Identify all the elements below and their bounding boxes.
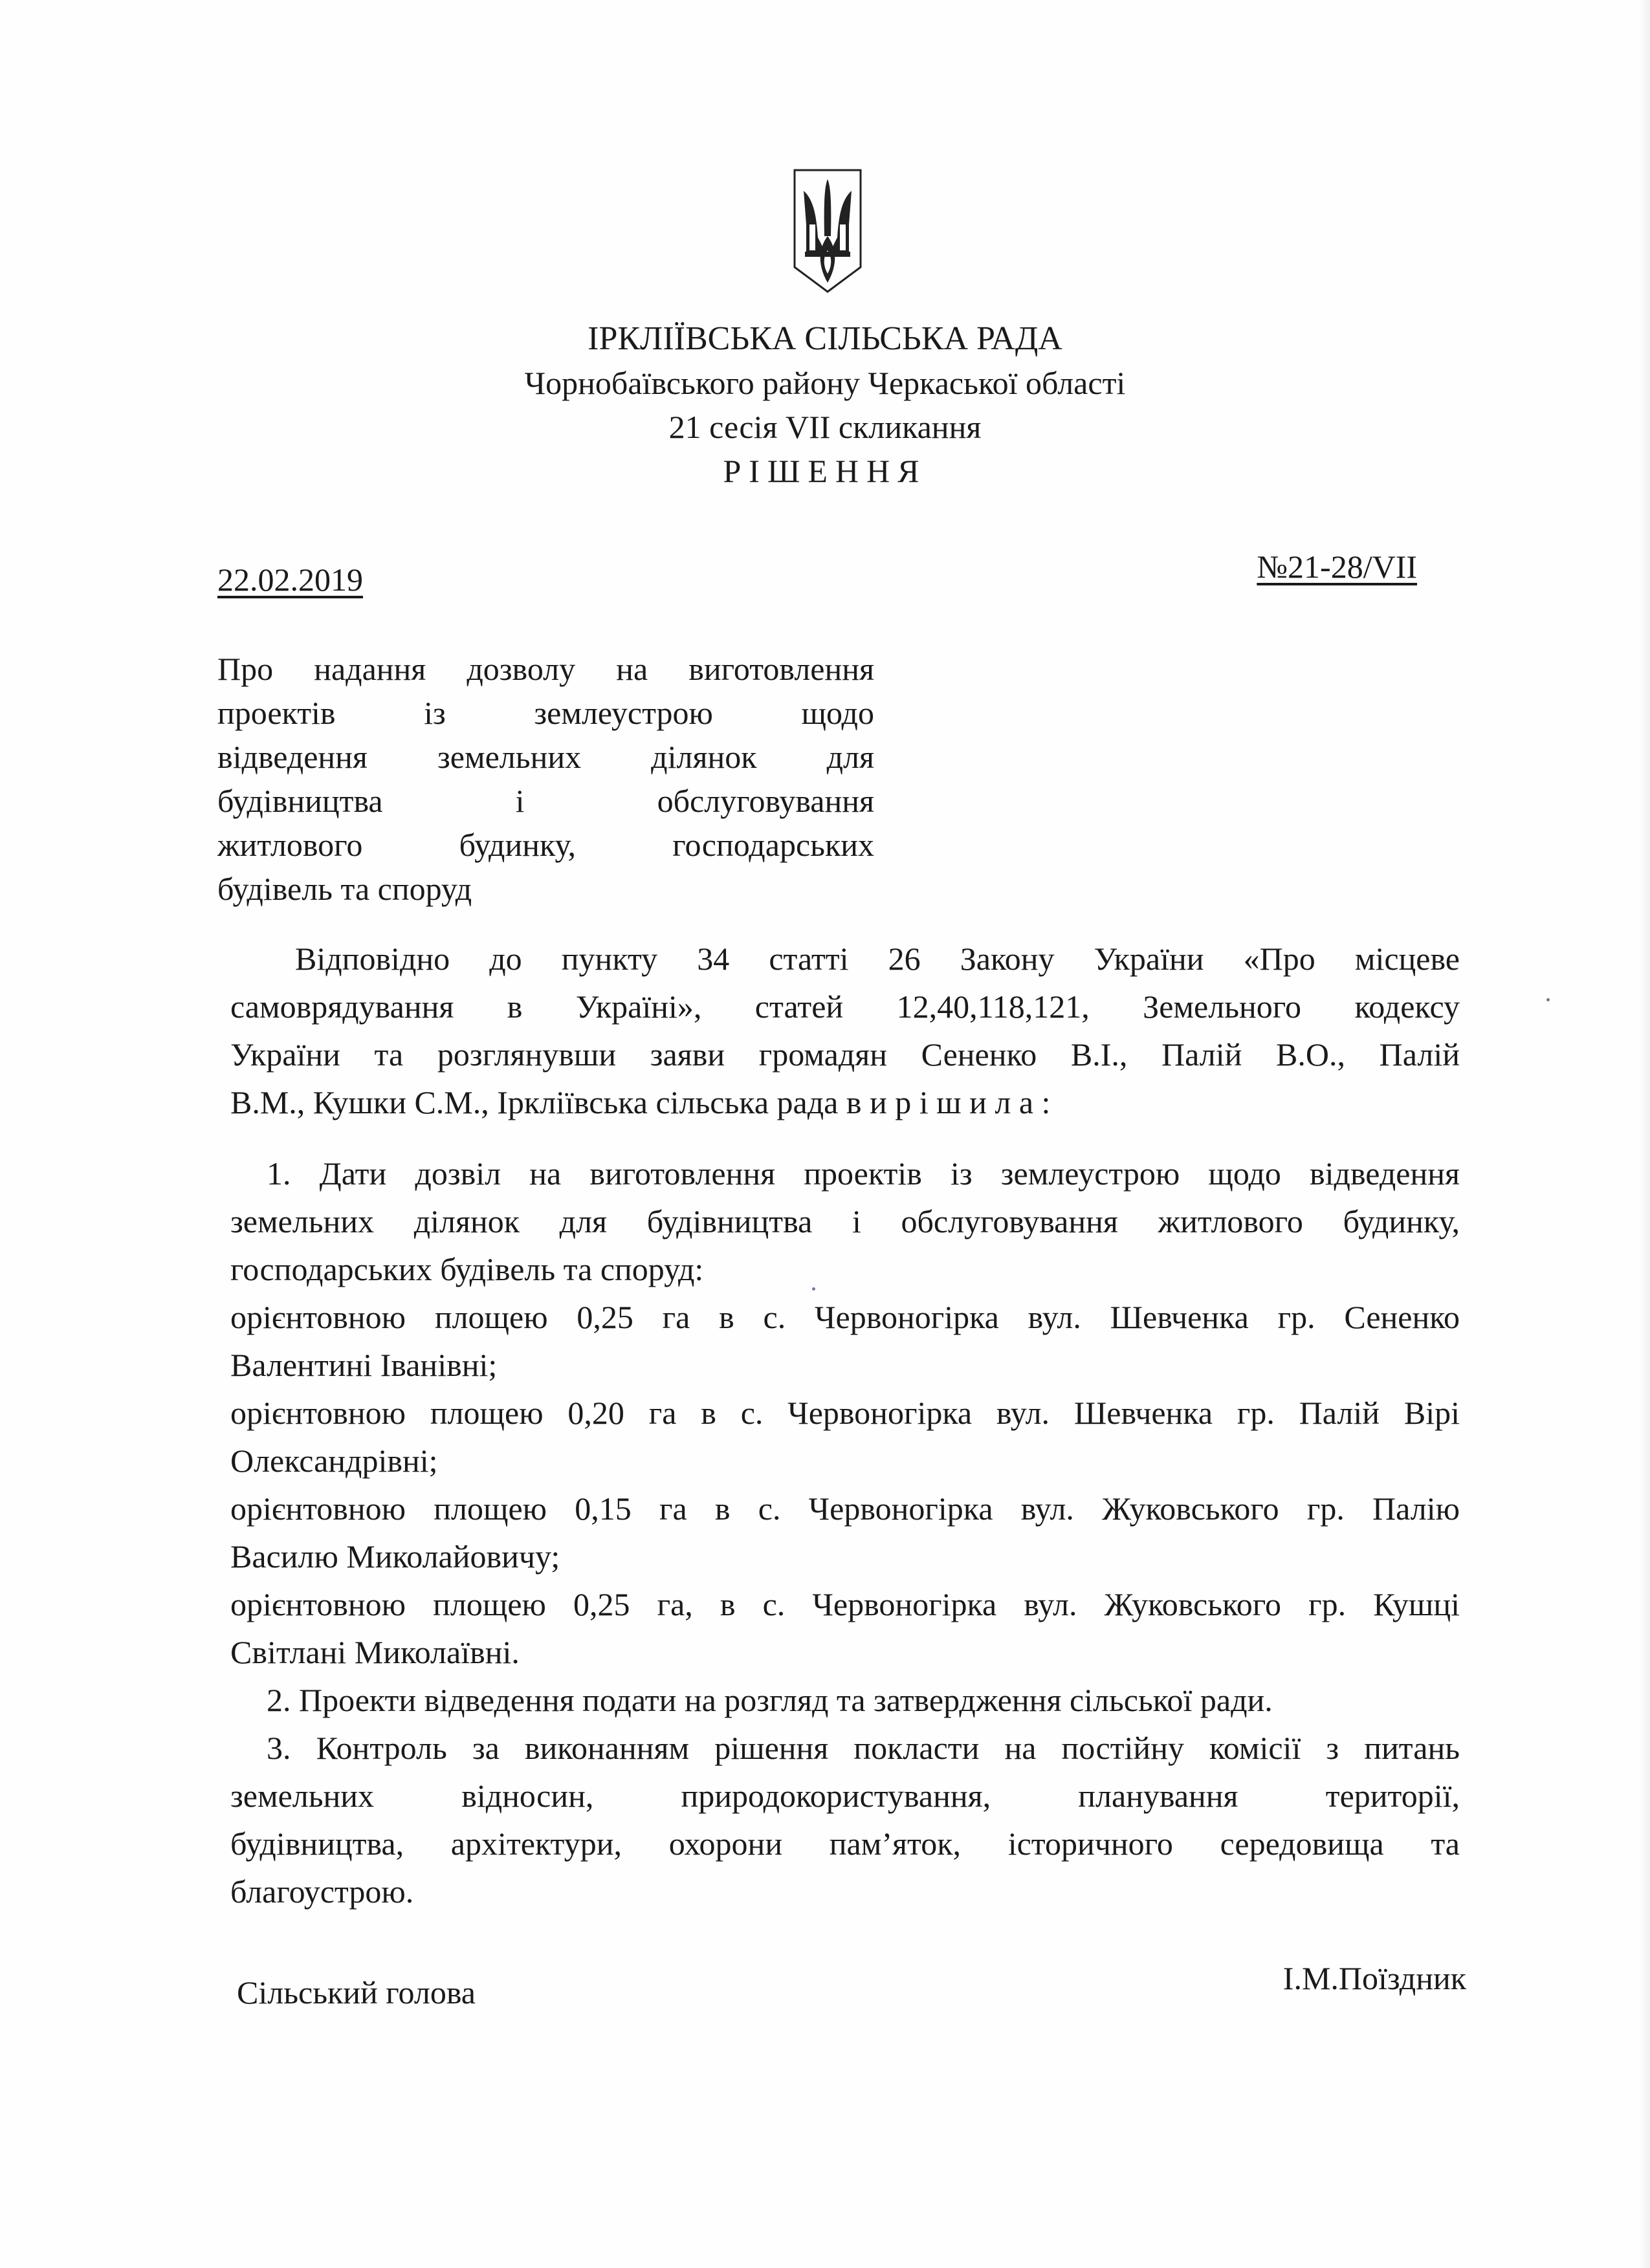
- preamble-line: самоврядування в Україні», статей 12,40,118,121, Земельного кодексу: [230, 988, 1460, 1025]
- item-3-line: земельних відносин, природокористування, планування території,: [230, 1778, 1460, 1814]
- item-3-line: будівництва, архітектури, охорони пам’яток, історичного середовища та: [230, 1826, 1460, 1862]
- item-3-line: 3. Контроль за виконанням рішення покласти на постійну комісії з питань: [267, 1730, 1460, 1766]
- signature-row: [237, 1959, 1466, 2023]
- plot-line: Василю Миколайовичу;: [230, 1538, 560, 1575]
- council-name: ІРКЛІЇВСЬКА СІЛЬСЬКА РАДА: [588, 320, 1062, 357]
- item-1-line: земельних ділянок для будівництва і обслуговування житлового будинку,: [230, 1203, 1460, 1239]
- decision-number: №21-28/VII: [1257, 549, 1417, 585]
- item-1-line: господарських будівель та споруд:: [230, 1251, 704, 1287]
- items-2-3: [230, 1676, 1460, 1915]
- plot-line: Олександрівні;: [230, 1443, 438, 1479]
- paragraph-spacer: [230, 1126, 1460, 1150]
- coat-of-arms-icon: [792, 165, 863, 294]
- document-type: РІШЕННЯ: [723, 453, 927, 489]
- item-3-line: благоустрою.: [230, 1873, 414, 1910]
- plot-list: [230, 1293, 1460, 1676]
- session-info: 21 сесія VII скликання: [668, 409, 982, 445]
- decision-body: [230, 935, 1460, 1915]
- preamble-line: України та розглянувши заяви громадян Сененко В.І., Палій В.О., Палій: [230, 1036, 1460, 1073]
- item-2: 2. Проекти відведення подати на розгляд та затвердження сільської ради.: [267, 1682, 1273, 1718]
- subject-line: будівель та споруд: [217, 871, 472, 907]
- subject-line: будівництва і обслуговування: [217, 783, 874, 819]
- subject-line: проектів із землеустрою щодо: [217, 695, 874, 731]
- scan-speck: [1546, 998, 1550, 1001]
- decision-subject: [217, 647, 874, 911]
- preamble: [230, 935, 1460, 1126]
- subject-line: Про надання дозволу на виготовлення: [217, 651, 874, 687]
- plot-line: Валентині Іванівні;: [230, 1347, 498, 1383]
- signatory-title: Сільський голова: [237, 1974, 476, 2011]
- district-name: Чорнобаївського району Черкаської області: [524, 365, 1126, 401]
- preamble-line: Відповідно до пункту 34 статті 26 Закону України «Про місцеве: [295, 941, 1460, 977]
- signatory-name: І.М.Поїздник: [1282, 1960, 1466, 1996]
- subject-line: відведення земельних ділянок для: [217, 739, 874, 775]
- decision-date: 22.02.2019: [217, 562, 363, 598]
- scan-speck: [812, 1287, 815, 1291]
- item-1: [230, 1150, 1460, 1293]
- document-header: [0, 317, 1650, 493]
- preamble-line: В.М., Кушки С.М., Ірклiївська сільська рада в и р і ш и л а :: [230, 1084, 1051, 1120]
- plot-line: Світлані Миколаївні.: [230, 1634, 520, 1670]
- date-number-row: [217, 547, 1417, 605]
- plot-line: орієнтовною площею 0,20 га в с. Червоногірка вул. Шевченка гр. Палій Вірі: [230, 1395, 1460, 1431]
- plot-line: орієнтовною площею 0,25 га в с. Червоногірка вул. Шевченка гр. Сененко: [230, 1299, 1460, 1335]
- subject-line: житлового будинку, господарських: [217, 827, 874, 863]
- plot-line: орієнтовною площею 0,25 га, в с. Червоногірка вул. Жуковського гр. Кушці: [230, 1586, 1460, 1622]
- plot-line: орієнтовною площею 0,15 га в с. Червоногірка вул. Жуковського гр. Палію: [230, 1490, 1460, 1527]
- item-1-line: 1. Дати дозвіл на виготовлення проектів із землеустрою щодо відведення: [267, 1155, 1460, 1192]
